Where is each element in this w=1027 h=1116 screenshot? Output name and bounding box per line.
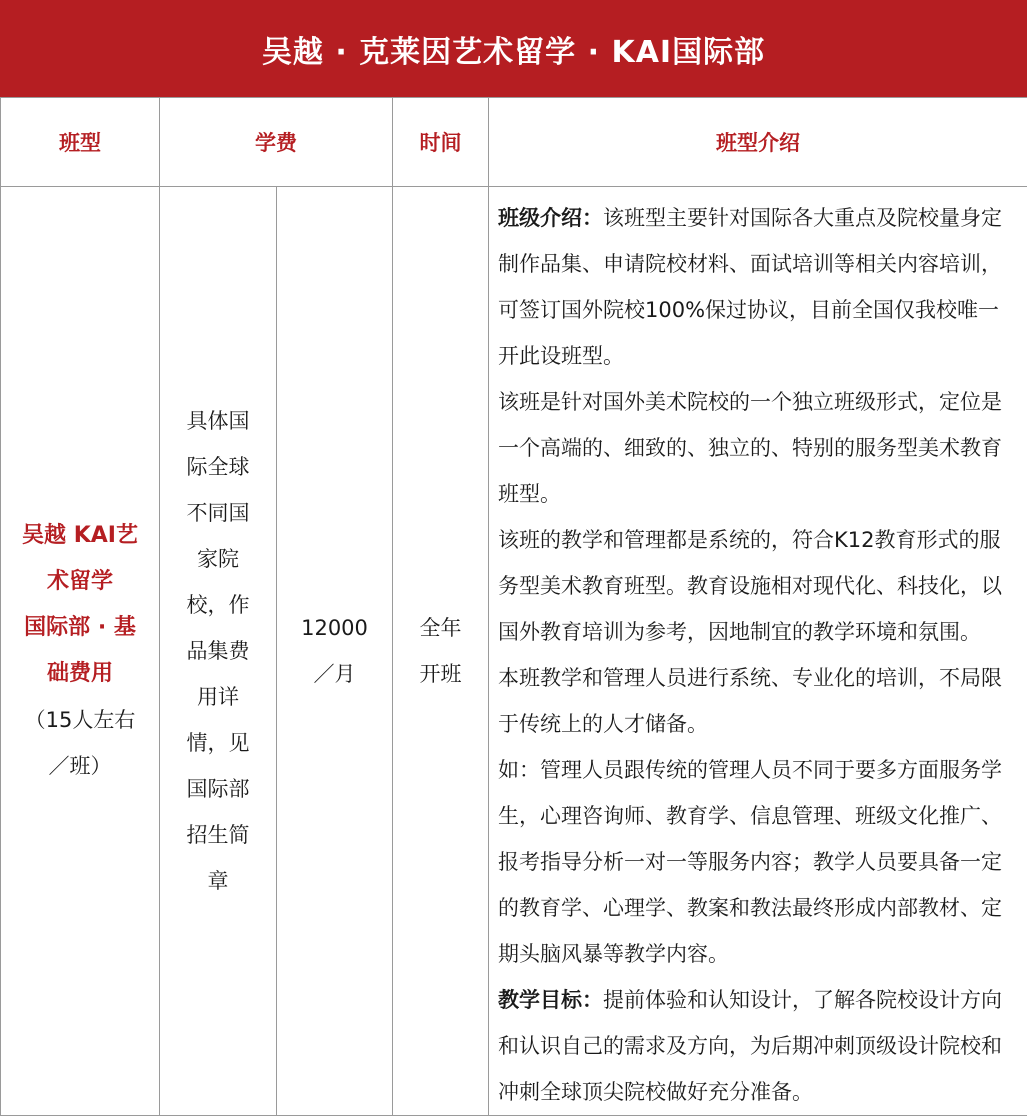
fee-note-line: 校，作 (172, 582, 264, 628)
time-line: 全年 (393, 605, 488, 651)
description-text: 提前体验和认知设计，了解各院校设计方向和认识自己的需求及方向，为后期冲刺顶级设计院校和冲刺全球顶尖院校做好充分准备。 (498, 988, 1002, 1104)
time-line: 开班 (393, 651, 488, 697)
class-type-cell (1, 187, 160, 1116)
fee-note-line: 情，见 (172, 720, 264, 766)
header-intro: 班型介绍 (489, 98, 1027, 187)
fee-note-line: 用详 (172, 674, 264, 720)
description-text: 本班教学和管理人员进行系统、专业化的培训，不局限于传统上的人才储备。 (498, 666, 1002, 736)
description-paragraph (498, 655, 1019, 747)
price-unit: ／月 (277, 651, 392, 697)
description-text: 该班的教学和管理都是系统的，符合K12教育形式的服务型美术教育班型。教育设施相对现代化、科技化，以国外教育培训为参考，因地制宜的教学环境和氛围。 (498, 528, 1002, 644)
description-paragraph (498, 747, 1019, 977)
price-amount: 12000 (277, 605, 392, 651)
fee-note-line: 品集费 (172, 628, 264, 674)
fee-note-line: 国际部 (172, 766, 264, 812)
description-paragraph (498, 517, 1019, 655)
description-text: 该班型主要针对国际各大重点及院校量身定制作品集、申请院校材料、面试培训等相关内容培训，可签订国外院校100%保过协议，目前全国仅我校唯一开此设班型。 (498, 206, 1002, 368)
description-paragraph (498, 977, 1019, 1115)
time-cell (393, 187, 489, 1116)
class-name-line: 国际部 · 基 (1, 605, 159, 651)
table-header-row (1, 98, 1027, 187)
class-name (1, 513, 159, 697)
fee-note-line: 招生简 (172, 812, 264, 858)
class-name-line: 础费用 (1, 651, 159, 697)
description-label: 教学目标： (498, 988, 603, 1012)
class-size-line: ／班） (1, 743, 159, 789)
description-paragraph (498, 379, 1019, 517)
header-class-type: 班型 (1, 98, 160, 187)
description-cell (489, 187, 1027, 1116)
fee-note-line: 章 (172, 858, 264, 904)
header-tuition: 学费 (160, 98, 393, 187)
header-time: 时间 (393, 98, 489, 187)
description-paragraph (498, 195, 1019, 379)
price-cell (277, 187, 393, 1116)
fee-note-line: 家院 (172, 536, 264, 582)
description-label: 班级介绍： (498, 206, 603, 230)
fee-note-line: 具体国 (172, 398, 264, 444)
description-text: 如：管理人员跟传统的管理人员不同于要多方面服务学生，心理咨询师、教育学、信息管理、班级文化推广、报考指导分析一对一等服务内容；教学人员要具备一定的教育学、心理学、教案和教法最终形成内部教材、定期头脑风暴等教学内容。 (498, 758, 1002, 966)
description-text: 该班是针对国外美术院校的一个独立班级形式，定位是一个高端的、细致的、独立的、特别的服务型美术教育班型。 (498, 390, 1002, 506)
banner-title: 吴越 · 克莱因艺术留学 · KAI国际部 (0, 0, 1027, 98)
fee-note-line: 不同国 (172, 490, 264, 536)
class-size (1, 697, 159, 789)
class-name-line: 术留学 (1, 559, 159, 605)
pricing-table (0, 97, 1027, 1116)
fee-note-line: 际全球 (172, 444, 264, 490)
class-name-line: 吴越 KAI艺 (1, 513, 159, 559)
table-row (1, 187, 1027, 1116)
class-size-line: （15人左右 (1, 697, 159, 743)
fee-note-cell (160, 187, 277, 1116)
